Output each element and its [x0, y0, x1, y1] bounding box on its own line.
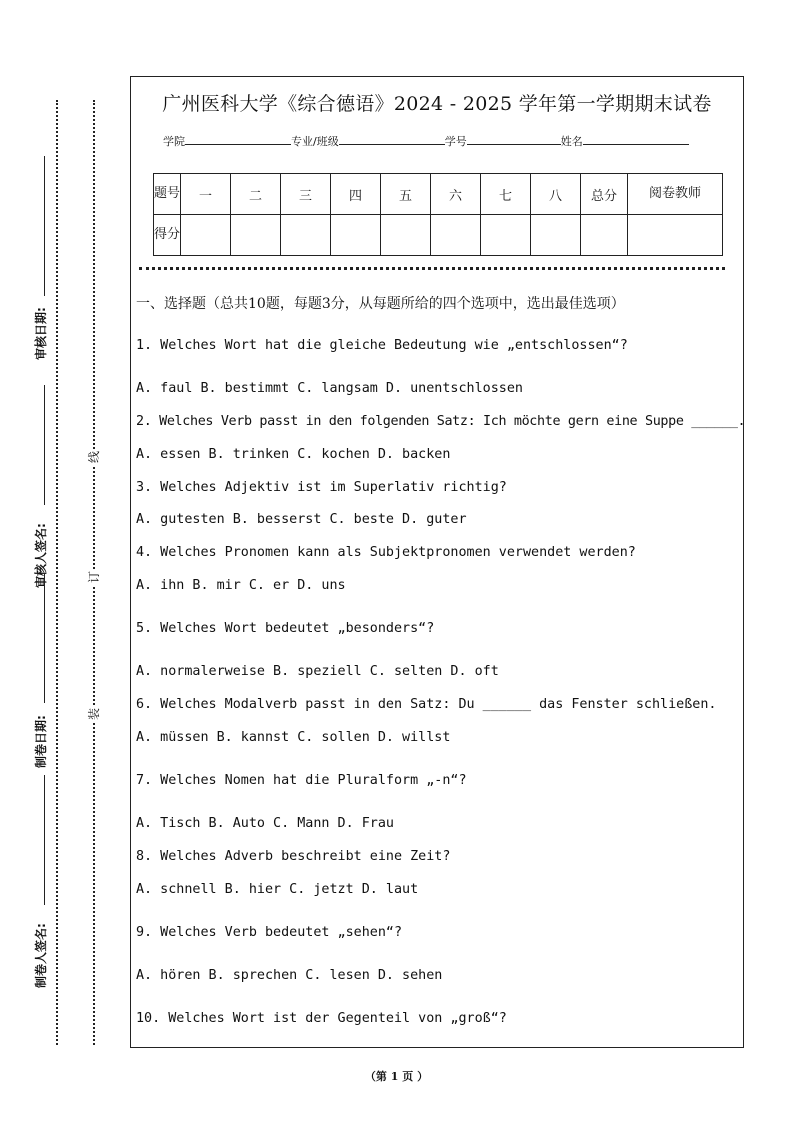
options-6: A. müssen B. kannst C. sollen D. willst	[136, 730, 451, 745]
maker-date-label: 制卷日期:	[34, 715, 48, 768]
options-4: A. ihn B. mir C. er D. uns	[136, 578, 346, 593]
score-col-2: 二	[231, 174, 281, 215]
total-score-cell[interactable]	[581, 215, 628, 256]
reviewer-date-label: 审核日期:	[34, 307, 48, 360]
score-col-6: 六	[431, 174, 481, 215]
section1-heading: 一、选择题（总共10题，每题3分，从每题所给的四个选项中，选出最佳选项）	[136, 296, 625, 312]
maker-sign-label: 制卷人签名:	[34, 923, 48, 988]
question-7: 7. Welches Nomen hat die Pluralform „-n“?	[136, 773, 467, 788]
options-8: A. schnell B. hier C. jetzt D. laut	[136, 882, 419, 897]
score-table	[153, 173, 723, 256]
score-col-1: 一	[181, 174, 231, 215]
score-row-header: 得分	[154, 215, 181, 256]
binding-char-xian: 线	[87, 450, 101, 463]
score-cell[interactable]	[231, 215, 281, 256]
score-col-7: 七	[481, 174, 531, 215]
name-field[interactable]	[583, 134, 689, 145]
total-score-header: 总分	[581, 174, 628, 215]
section-divider	[139, 267, 725, 270]
question-5: 5. Welches Wort bedeutet „besonders“?	[136, 621, 435, 636]
exam-title: 广州医科大学《综合德语》2024 - 2025 学年第一学期期末试卷	[162, 93, 712, 115]
score-col-3: 三	[281, 174, 331, 215]
question-1: 1. Welches Wort hat die gleiche Bedeutung wie „entschlossen“?	[136, 338, 628, 353]
major-label: 专业/班级	[291, 135, 339, 148]
maker-date-line	[44, 573, 45, 703]
score-table-score-row	[154, 215, 723, 256]
question-2: 2. Welches Verb passt in den folgenden Satz: Ich möchte gern eine Suppe ______.	[136, 414, 746, 429]
major-field[interactable]	[339, 134, 445, 145]
student-id-field[interactable]	[467, 134, 561, 145]
score-table-header-row	[154, 174, 723, 215]
question-10: 10. Welches Wort ist der Gegenteil von „groß“?	[136, 1011, 507, 1026]
name-label: 姓名	[560, 135, 583, 148]
page-number: （第 1 页 ）	[364, 1070, 429, 1083]
question-8: 8. Welches Adverb beschreibt eine Zeit?	[136, 849, 451, 864]
score-cell[interactable]	[331, 215, 381, 256]
reviewer-cell[interactable]	[628, 215, 723, 256]
options-1: A. faul B. bestimmt C. langsam D. unentschlossen	[136, 381, 523, 396]
question-3: 3. Welches Adjektiv ist im Superlativ richtig?	[136, 480, 507, 495]
question-number-header: 题号	[154, 174, 181, 215]
reviewer-sign-label: 审核人签名:	[34, 523, 48, 588]
options-9: A. hören B. sprechen C. lesen D. sehen	[136, 968, 443, 983]
binding-char-ding: 订	[87, 570, 101, 583]
reviewer-header: 阅卷教师	[628, 174, 723, 215]
score-cell[interactable]	[431, 215, 481, 256]
maker-sign-line	[44, 775, 45, 905]
student-info-row	[163, 133, 689, 149]
college-label: 学院	[163, 135, 185, 148]
score-cell[interactable]	[281, 215, 331, 256]
score-col-4: 四	[331, 174, 381, 215]
options-2: A. essen B. trinken C. kochen D. backen	[136, 447, 451, 462]
score-col-8: 八	[531, 174, 581, 215]
reviewer-sign-line	[44, 385, 45, 505]
reviewer-date-line	[44, 156, 45, 296]
exam-frame	[130, 76, 744, 1048]
student-id-label: 学号	[444, 135, 467, 148]
question-6: 6. Welches Modalverb passt in den Satz: Du ______ das Fenster schließen.	[136, 697, 717, 712]
question-9: 9. Welches Verb bedeutet „sehen“?	[136, 925, 403, 940]
question-4: 4. Welches Pronomen kann als Subjektpronomen verwendet werden?	[136, 545, 636, 560]
score-cell[interactable]	[481, 215, 531, 256]
options-3: A. gutesten B. besserst C. beste D. guter	[136, 512, 467, 527]
score-cell[interactable]	[531, 215, 581, 256]
score-col-5: 五	[381, 174, 431, 215]
binding-char-zhuang: 装	[87, 707, 101, 720]
binding-dotted-line-outer	[56, 100, 58, 1045]
score-cell[interactable]	[381, 215, 431, 256]
options-5: A. normalerweise B. speziell C. selten D. oft	[136, 664, 499, 679]
score-cell[interactable]	[181, 215, 231, 256]
options-7: A. Tisch B. Auto C. Mann D. Frau	[136, 816, 394, 831]
college-field[interactable]	[185, 134, 291, 145]
